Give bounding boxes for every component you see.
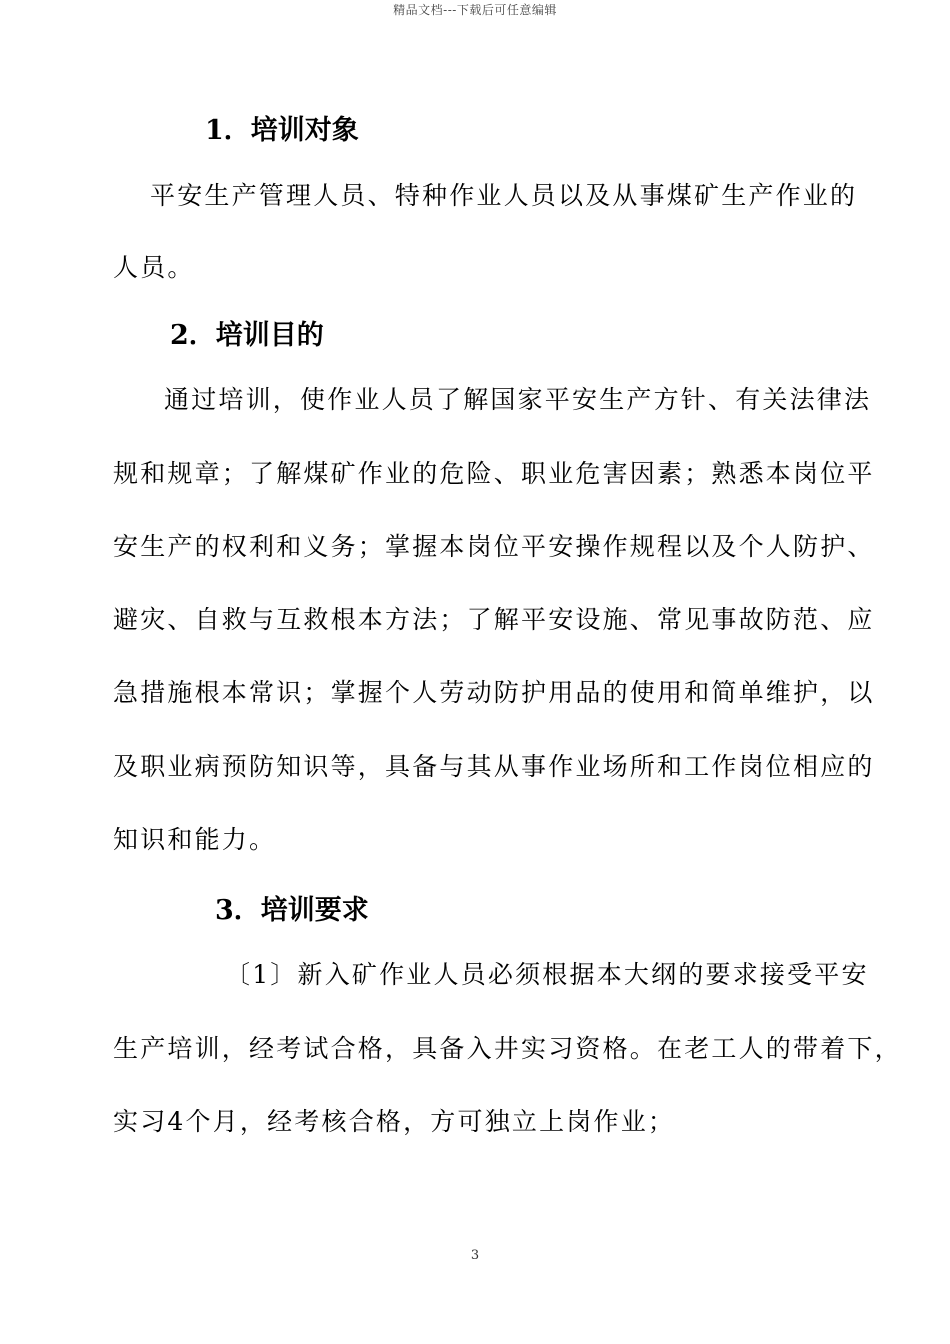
- section-heading-training-targets: 1．培训对象: [205, 115, 359, 146]
- paragraph-line: 急措施根本常识；掌握个人劳动防护用品的使用和简单维护，以: [113, 678, 875, 707]
- paragraph-line: 避灾、自救与互救根本方法；了解平安设施、常见事故防范、应: [113, 605, 875, 634]
- paragraph-line: 人员。: [113, 253, 195, 282]
- paragraph-line: 平安生产管理人员、特种作业人员以及从事煤矿生产作业的: [150, 181, 858, 210]
- paragraph-line: 规和规章；了解煤矿作业的危险、职业危害因素；熟悉本岗位平: [113, 459, 875, 488]
- section-heading-training-purpose: 2．培训目的: [170, 320, 324, 351]
- section-heading-training-requirements: 3．培训要求: [215, 895, 369, 926]
- paragraph-line: 及职业病预防知识等，具备与其从事作业场所和工作岗位相应的: [113, 752, 875, 781]
- paragraph-line: 安生产的权利和义务；掌握本岗位平安操作规程以及个人防护、: [113, 532, 875, 561]
- paragraph-line: 实习4个月，经考核合格，方可独立上岗作业；: [113, 1107, 676, 1136]
- paragraph-line: 通过培训，使作业人员了解国家平安生产方针、有关法律法: [164, 385, 872, 414]
- page-number: 3: [470, 1248, 480, 1263]
- page-header: 精品文档---下载后可任意编辑: [393, 3, 557, 17]
- paragraph-line: 〔1〕新入矿作业人员必须根据本大纲的要求接受平安: [225, 960, 869, 989]
- paragraph-line: 生产培训，经考试合格，具备入井实习资格。在老工人的带着下，: [113, 1034, 902, 1063]
- paragraph-line: 知识和能力。: [113, 825, 277, 854]
